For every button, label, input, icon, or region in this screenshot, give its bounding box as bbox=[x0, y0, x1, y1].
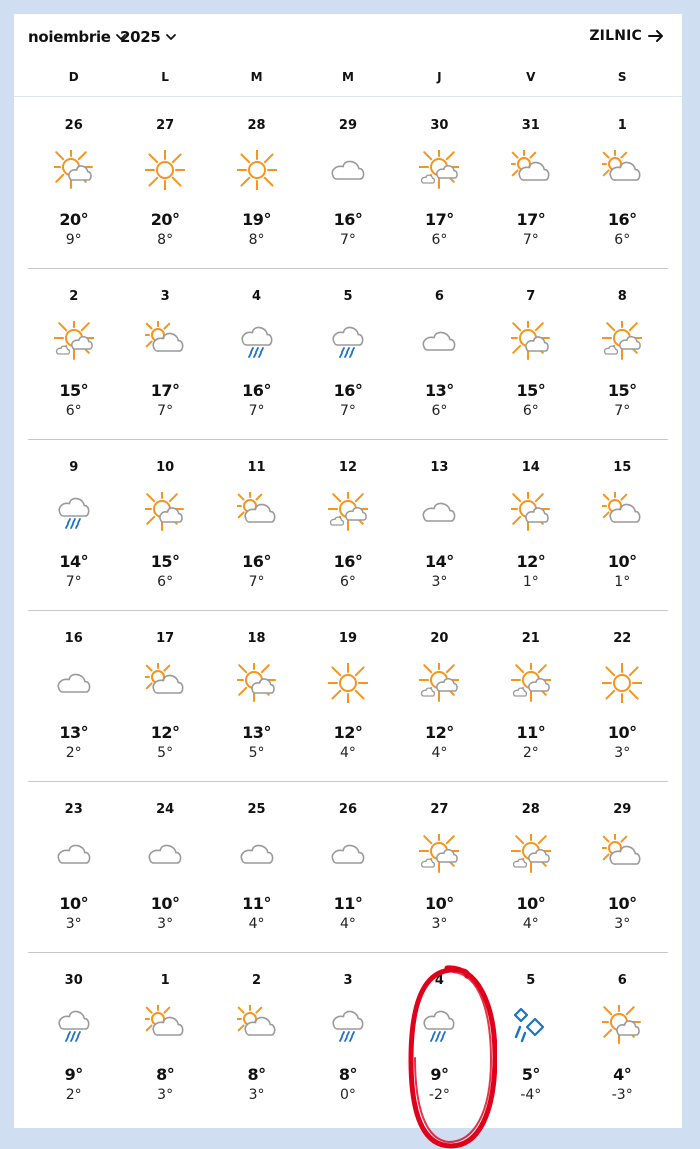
high-temperature: 8° bbox=[247, 1065, 266, 1084]
year-label: 2025 bbox=[120, 28, 161, 46]
day-number: 10 bbox=[156, 460, 175, 475]
high-temperature: 16° bbox=[333, 381, 363, 400]
day-number: 15 bbox=[613, 460, 632, 475]
day-cell[interactable] bbox=[394, 440, 485, 610]
high-temperature: 15° bbox=[516, 381, 546, 400]
day-cell[interactable] bbox=[577, 440, 668, 610]
high-temperature: 10° bbox=[59, 894, 89, 913]
low-temperature: 8° bbox=[248, 232, 265, 248]
rain-cloud-icon bbox=[54, 1005, 94, 1045]
low-temperature: 4° bbox=[248, 916, 265, 932]
high-temperature: 13° bbox=[242, 723, 271, 742]
high-temperature: 11° bbox=[516, 723, 546, 742]
day-number: 30 bbox=[64, 973, 83, 988]
high-temperature: 16° bbox=[242, 552, 271, 571]
low-temperature: -2° bbox=[428, 1087, 450, 1103]
week-row bbox=[28, 98, 668, 268]
high-temperature: 11° bbox=[333, 894, 363, 913]
day-number: 7 bbox=[526, 289, 536, 304]
week-row bbox=[28, 269, 668, 439]
day-cell[interactable] bbox=[302, 953, 393, 1123]
cloud-icon bbox=[54, 834, 94, 874]
low-temperature: -3° bbox=[611, 1087, 633, 1103]
weekday-label: S bbox=[617, 70, 627, 84]
high-temperature: 16° bbox=[333, 552, 363, 571]
low-temperature: 4° bbox=[431, 745, 448, 761]
day-number: 2 bbox=[252, 973, 262, 988]
day-cell[interactable] bbox=[119, 440, 210, 610]
day-number: 3 bbox=[160, 289, 170, 304]
high-temperature: 8° bbox=[156, 1065, 175, 1084]
weekday-header bbox=[28, 66, 668, 96]
sun-clouds-icon bbox=[54, 321, 94, 361]
high-temperature: 15° bbox=[59, 381, 89, 400]
high-temperature: 20° bbox=[150, 210, 180, 229]
high-temperature: 15° bbox=[150, 552, 180, 571]
week-row bbox=[28, 611, 668, 781]
sun-cloud-icon bbox=[145, 492, 185, 532]
low-temperature: 6° bbox=[65, 403, 82, 419]
low-temperature: 5° bbox=[248, 745, 265, 761]
month-selector[interactable] bbox=[28, 28, 127, 46]
day-cell[interactable] bbox=[302, 269, 393, 439]
low-temperature: 9° bbox=[65, 232, 82, 248]
day-number: 29 bbox=[338, 118, 358, 133]
low-temperature: 2° bbox=[522, 745, 539, 761]
day-number: 20 bbox=[430, 631, 449, 646]
day-cell[interactable] bbox=[211, 782, 302, 952]
low-temperature: 3° bbox=[65, 916, 82, 932]
high-temperature: 16° bbox=[607, 210, 637, 229]
low-temperature: 6° bbox=[157, 574, 174, 590]
day-cell[interactable] bbox=[394, 98, 485, 268]
low-temperature: 5° bbox=[157, 745, 174, 761]
low-temperature: 7° bbox=[248, 403, 265, 419]
partly-cloudy-icon bbox=[602, 150, 642, 190]
day-number: 1 bbox=[160, 973, 170, 988]
low-temperature: 4° bbox=[340, 745, 356, 761]
high-temperature: 10° bbox=[425, 894, 454, 913]
partly-cloudy-icon bbox=[237, 492, 277, 532]
high-temperature: 16° bbox=[242, 381, 271, 400]
partly-cloudy-icon bbox=[145, 1005, 185, 1045]
low-temperature: -4° bbox=[520, 1087, 542, 1103]
day-number: 31 bbox=[521, 118, 540, 133]
day-cell[interactable] bbox=[119, 953, 210, 1123]
rain-cloud-icon bbox=[328, 321, 368, 361]
low-temperature: 0° bbox=[340, 1087, 356, 1103]
rain-cloud-icon bbox=[237, 321, 277, 361]
cloud-icon bbox=[328, 150, 368, 190]
high-temperature: 10° bbox=[607, 552, 637, 571]
high-temperature: 4° bbox=[613, 1065, 632, 1084]
low-temperature: 8° bbox=[157, 232, 174, 248]
low-temperature: 6° bbox=[431, 232, 448, 248]
calendar-card bbox=[14, 14, 682, 1128]
day-cell[interactable] bbox=[485, 782, 576, 952]
day-cell[interactable] bbox=[119, 611, 210, 781]
day-number: 3 bbox=[343, 973, 353, 988]
sun-icon bbox=[237, 150, 277, 190]
high-temperature: 10° bbox=[607, 723, 637, 742]
cloud-icon bbox=[237, 834, 277, 874]
day-number: 30 bbox=[430, 118, 449, 133]
low-temperature: 6° bbox=[614, 232, 631, 248]
day-number: 28 bbox=[521, 802, 540, 817]
day-number: 16 bbox=[64, 631, 83, 646]
high-temperature: 12° bbox=[150, 723, 180, 742]
sun-cloud-icon bbox=[511, 321, 551, 361]
high-temperature: 12° bbox=[425, 723, 454, 742]
sun-icon bbox=[328, 663, 368, 703]
day-cell[interactable] bbox=[577, 611, 668, 781]
day-number: 4 bbox=[252, 289, 262, 304]
day-cell[interactable] bbox=[28, 953, 119, 1123]
day-number: 6 bbox=[434, 289, 444, 304]
sun-icon bbox=[602, 663, 642, 703]
low-temperature: 3° bbox=[614, 745, 631, 761]
day-number: 2 bbox=[69, 289, 79, 304]
day-cell[interactable] bbox=[211, 440, 302, 610]
day-cell[interactable] bbox=[211, 953, 302, 1123]
month-label: noiembrie bbox=[28, 28, 111, 46]
high-temperature: 13° bbox=[425, 381, 454, 400]
weekday-label: J bbox=[437, 70, 442, 84]
day-cell[interactable] bbox=[211, 611, 302, 781]
low-temperature: 3° bbox=[431, 916, 448, 932]
sun-clouds-icon bbox=[511, 663, 551, 703]
low-temperature: 1° bbox=[614, 574, 631, 590]
day-number: 5 bbox=[526, 973, 536, 988]
day-cell[interactable] bbox=[28, 611, 119, 781]
day-cell[interactable] bbox=[28, 269, 119, 439]
high-temperature: 17° bbox=[516, 210, 546, 229]
day-number: 24 bbox=[156, 802, 175, 817]
day-number: 6 bbox=[617, 973, 627, 988]
day-cell[interactable] bbox=[394, 269, 485, 439]
day-cell[interactable] bbox=[302, 440, 393, 610]
day-cell[interactable] bbox=[302, 611, 393, 781]
high-temperature: 17° bbox=[150, 381, 180, 400]
low-temperature: 6° bbox=[522, 403, 539, 419]
low-temperature: 3° bbox=[248, 1087, 265, 1103]
cloud-icon bbox=[54, 663, 94, 703]
day-number: 13 bbox=[430, 460, 449, 475]
day-number: 23 bbox=[64, 802, 83, 817]
high-temperature: 8° bbox=[338, 1065, 358, 1084]
day-cell[interactable] bbox=[394, 782, 485, 952]
day-number: 18 bbox=[247, 631, 266, 646]
high-temperature: 11° bbox=[242, 894, 271, 913]
day-number: 14 bbox=[521, 460, 540, 475]
low-temperature: 7° bbox=[65, 574, 82, 590]
day-cell[interactable] bbox=[577, 782, 668, 952]
day-number: 1 bbox=[617, 118, 627, 133]
partly-cloudy-icon bbox=[602, 834, 642, 874]
cloud-icon bbox=[419, 492, 459, 532]
rain-cloud-icon bbox=[54, 492, 94, 532]
day-number: 4 bbox=[434, 973, 444, 988]
weekday-label: M bbox=[342, 70, 354, 84]
low-temperature: 2° bbox=[65, 745, 82, 761]
sun-cloud-icon bbox=[602, 1005, 642, 1045]
day-cell[interactable] bbox=[211, 98, 302, 268]
day-cell[interactable] bbox=[394, 611, 485, 781]
cloud-icon bbox=[419, 321, 459, 361]
day-number: 19 bbox=[338, 631, 358, 646]
sun-icon bbox=[145, 150, 185, 190]
day-number: 28 bbox=[247, 118, 266, 133]
partly-cloudy-icon bbox=[237, 1005, 277, 1045]
sleet-icon bbox=[511, 1005, 551, 1045]
day-number: 9 bbox=[69, 460, 79, 475]
low-temperature: 1° bbox=[522, 574, 539, 590]
day-cell[interactable] bbox=[302, 782, 393, 952]
day-cell[interactable] bbox=[211, 269, 302, 439]
day-number: 5 bbox=[343, 289, 353, 304]
high-temperature: 19° bbox=[242, 210, 271, 229]
cloud-icon bbox=[145, 834, 185, 874]
chevron-down-icon bbox=[165, 31, 177, 43]
low-temperature: 7° bbox=[522, 232, 539, 248]
day-number: 26 bbox=[64, 118, 83, 133]
weekday-label: L bbox=[161, 70, 169, 84]
day-number: 25 bbox=[247, 802, 266, 817]
high-temperature: 5° bbox=[521, 1065, 540, 1084]
weekday-label: D bbox=[68, 70, 79, 84]
low-temperature: 7° bbox=[340, 232, 356, 248]
week-row bbox=[28, 953, 668, 1123]
high-temperature: 9° bbox=[64, 1065, 83, 1084]
high-temperature: 10° bbox=[516, 894, 546, 913]
high-temperature: 12° bbox=[516, 552, 546, 571]
low-temperature: 7° bbox=[340, 403, 356, 419]
partly-cloudy-icon bbox=[145, 663, 185, 703]
day-number: 12 bbox=[338, 460, 358, 475]
high-temperature: 14° bbox=[59, 552, 89, 571]
calendar-header bbox=[14, 14, 682, 64]
high-temperature: 9° bbox=[430, 1065, 449, 1084]
day-cell[interactable] bbox=[119, 782, 210, 952]
weekday-label: M bbox=[250, 70, 263, 84]
week-row bbox=[28, 782, 668, 952]
day-number: 17 bbox=[156, 631, 175, 646]
week-row bbox=[28, 440, 668, 610]
high-temperature: 20° bbox=[59, 210, 89, 229]
high-temperature: 16° bbox=[333, 210, 363, 229]
high-temperature: 10° bbox=[607, 894, 637, 913]
high-temperature: 14° bbox=[425, 552, 454, 571]
day-number: 26 bbox=[338, 802, 358, 817]
low-temperature: 7° bbox=[157, 403, 174, 419]
day-number: 22 bbox=[613, 631, 632, 646]
day-cell[interactable] bbox=[485, 269, 576, 439]
partly-cloudy-icon bbox=[145, 321, 185, 361]
day-cell[interactable] bbox=[485, 98, 576, 268]
day-cell[interactable] bbox=[28, 98, 119, 268]
day-cell[interactable] bbox=[577, 953, 668, 1123]
day-cell[interactable] bbox=[119, 98, 210, 268]
daily-view-label: ZILNIC bbox=[589, 28, 642, 44]
day-number: 27 bbox=[430, 802, 449, 817]
weekday-label: V bbox=[526, 70, 536, 84]
sun-clouds-icon bbox=[419, 150, 459, 190]
sun-clouds-icon bbox=[602, 321, 642, 361]
day-cell[interactable] bbox=[485, 611, 576, 781]
low-temperature: 3° bbox=[431, 574, 448, 590]
high-temperature: 13° bbox=[59, 723, 89, 742]
day-cell[interactable] bbox=[302, 98, 393, 268]
day-cell[interactable] bbox=[28, 782, 119, 952]
cloud-icon bbox=[328, 834, 368, 874]
low-temperature: 3° bbox=[614, 916, 631, 932]
low-temperature: 4° bbox=[340, 916, 356, 932]
high-temperature: 15° bbox=[607, 381, 637, 400]
daily-view-link[interactable] bbox=[589, 28, 664, 44]
sun-clouds-icon bbox=[511, 834, 551, 874]
low-temperature: 6° bbox=[340, 574, 356, 590]
day-number: 8 bbox=[617, 289, 627, 304]
sun-cloud-icon bbox=[237, 663, 277, 703]
day-cell[interactable] bbox=[119, 269, 210, 439]
low-temperature: 6° bbox=[431, 403, 448, 419]
low-temperature: 4° bbox=[522, 916, 539, 932]
rain-cloud-icon bbox=[419, 1005, 459, 1045]
sun-clouds-icon bbox=[419, 834, 459, 874]
low-temperature: 2° bbox=[65, 1087, 82, 1103]
day-cell[interactable] bbox=[485, 953, 576, 1123]
day-number: 27 bbox=[156, 118, 175, 133]
day-cell[interactable] bbox=[577, 98, 668, 268]
partly-cloudy-icon bbox=[511, 150, 551, 190]
day-number: 21 bbox=[521, 631, 540, 646]
sun-clouds-icon bbox=[419, 663, 459, 703]
day-number: 29 bbox=[613, 802, 632, 817]
header-divider bbox=[14, 96, 682, 97]
low-temperature: 7° bbox=[614, 403, 631, 419]
year-selector[interactable] bbox=[120, 28, 177, 46]
arrow-right-icon bbox=[648, 29, 664, 43]
rain-cloud-icon bbox=[328, 1005, 368, 1045]
high-temperature: 10° bbox=[150, 894, 180, 913]
sun-cloud-icon bbox=[511, 492, 551, 532]
high-temperature: 12° bbox=[333, 723, 363, 742]
low-temperature: 3° bbox=[157, 1087, 174, 1103]
day-cell[interactable] bbox=[485, 440, 576, 610]
day-cell[interactable] bbox=[577, 269, 668, 439]
sun-cloud-icon bbox=[54, 150, 94, 190]
partly-cloudy-icon bbox=[602, 492, 642, 532]
sun-clouds-icon bbox=[328, 492, 368, 532]
low-temperature: 7° bbox=[248, 574, 265, 590]
low-temperature: 3° bbox=[157, 916, 174, 932]
day-cell[interactable] bbox=[394, 953, 485, 1123]
high-temperature: 17° bbox=[425, 210, 454, 229]
day-cell[interactable] bbox=[28, 440, 119, 610]
day-number: 11 bbox=[247, 460, 266, 475]
